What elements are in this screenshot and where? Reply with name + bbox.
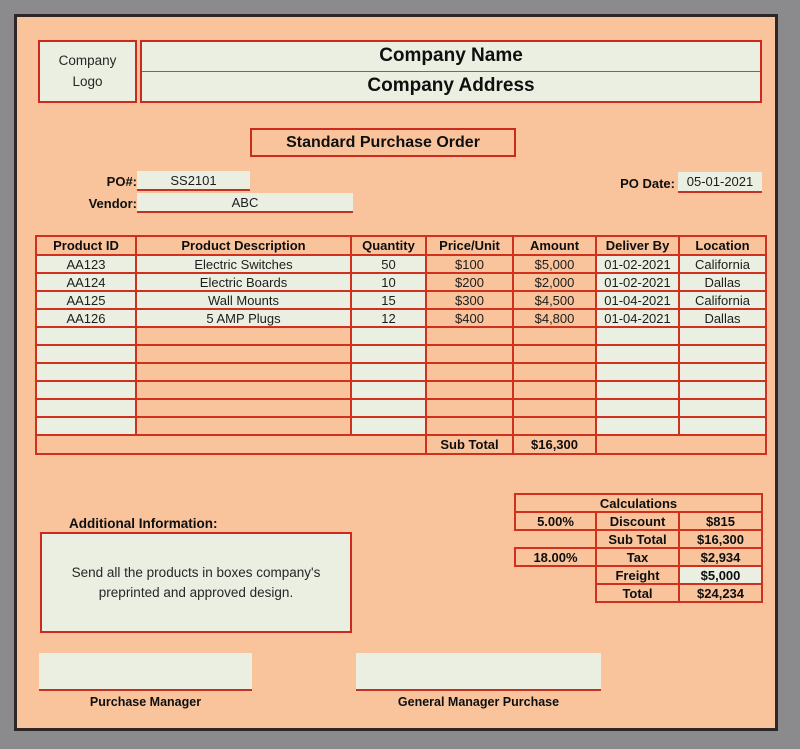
table-cell[interactable]: $300 <box>426 291 513 309</box>
calculations-table <box>514 493 763 603</box>
calc-row-discount <box>515 512 762 530</box>
table-cell[interactable]: Wall Mounts <box>136 291 351 309</box>
additional-info-line2: preprinted and approved design. <box>98 584 294 600</box>
vendor-field[interactable]: ABC <box>137 193 353 213</box>
general-manager-signature-box[interactable] <box>356 653 601 691</box>
table-cell[interactable] <box>513 417 596 435</box>
table-cell[interactable] <box>513 399 596 417</box>
calculations-header-row <box>515 494 762 512</box>
table-cell[interactable]: 01-02-2021 <box>596 273 679 291</box>
table-cell[interactable] <box>426 381 513 399</box>
table-cell[interactable]: $5,000 <box>513 255 596 273</box>
po-number-label: PO#: <box>106 174 137 189</box>
calc-row-freight <box>515 566 762 584</box>
calc-subtotal-label: Sub Total <box>596 530 679 548</box>
table-cell[interactable]: AA126 <box>36 309 136 327</box>
table-cell[interactable] <box>136 345 351 363</box>
table-cell[interactable]: 50 <box>351 255 426 273</box>
column-header-product-description: Product Description <box>136 236 351 255</box>
company-logo-line2: Logo <box>72 73 103 89</box>
table-cell[interactable] <box>679 417 766 435</box>
subtotal-spacer-left <box>36 435 426 454</box>
purchase-manager-label: Purchase Manager <box>89 695 202 709</box>
table-cell[interactable]: Dallas <box>679 273 766 291</box>
table-cell[interactable] <box>513 327 596 345</box>
table-cell[interactable] <box>136 327 351 345</box>
column-header-amount: Amount <box>513 236 596 255</box>
table-cell[interactable]: $100 <box>426 255 513 273</box>
company-name: Company Name <box>142 42 760 72</box>
table-cell[interactable]: AA123 <box>36 255 136 273</box>
table-cell[interactable] <box>596 381 679 399</box>
freight-value[interactable]: $5,000 <box>679 566 762 584</box>
table-cell[interactable]: Electric Switches <box>136 255 351 273</box>
table-cell[interactable] <box>596 363 679 381</box>
calc-row-tax <box>515 548 762 566</box>
table-cell[interactable]: $200 <box>426 273 513 291</box>
table-cell[interactable] <box>36 345 136 363</box>
table-cell[interactable]: $4,800 <box>513 309 596 327</box>
table-cell[interactable] <box>426 327 513 345</box>
table-cell[interactable]: AA125 <box>36 291 136 309</box>
table-cell[interactable] <box>426 417 513 435</box>
calc-subtotal-value: $16,300 <box>679 530 762 548</box>
table-cell[interactable] <box>513 381 596 399</box>
table-cell[interactable] <box>351 345 426 363</box>
table-cell[interactable]: AA124 <box>36 273 136 291</box>
table-cell[interactable] <box>426 363 513 381</box>
table-cell[interactable]: Electric Boards <box>136 273 351 291</box>
table-cell[interactable]: $4,500 <box>513 291 596 309</box>
table-row <box>36 291 766 309</box>
purchase-order-sheet <box>14 14 778 731</box>
table-cell[interactable] <box>36 363 136 381</box>
table-cell[interactable] <box>36 399 136 417</box>
po-date-field[interactable]: 05-01-2021 <box>678 172 762 193</box>
company-address: Company Address <box>367 75 535 97</box>
table-cell[interactable] <box>36 417 136 435</box>
table-cell[interactable] <box>596 345 679 363</box>
table-cell[interactable] <box>351 399 426 417</box>
po-date-label: PO Date: <box>620 176 675 191</box>
total-value: $24,234 <box>679 584 762 602</box>
company-logo-box <box>38 40 137 103</box>
calc-row-subtotal <box>515 530 762 548</box>
table-cell[interactable] <box>36 327 136 345</box>
column-header-location: Location <box>679 236 766 255</box>
table-cell[interactable] <box>513 363 596 381</box>
table-cell[interactable]: 10 <box>351 273 426 291</box>
table-cell[interactable] <box>136 399 351 417</box>
table-cell[interactable] <box>36 381 136 399</box>
freight-percent-empty <box>515 566 596 584</box>
table-cell[interactable]: 12 <box>351 309 426 327</box>
table-cell[interactable] <box>351 417 426 435</box>
table-cell[interactable] <box>513 345 596 363</box>
subtotal-spacer-right <box>596 435 766 454</box>
additional-info-label: Additional Information: <box>69 516 218 531</box>
calculations-title: Calculations <box>515 494 762 512</box>
freight-label: Freight <box>596 566 679 584</box>
table-cell[interactable] <box>596 417 679 435</box>
subtotal-value: $16,300 <box>513 435 596 454</box>
table-row <box>36 345 766 363</box>
tax-value: $2,934 <box>679 548 762 566</box>
products-table <box>35 235 767 455</box>
table-cell[interactable] <box>679 345 766 363</box>
table-row <box>36 327 766 345</box>
table-cell[interactable]: 5 AMP Plugs <box>136 309 351 327</box>
table-cell[interactable] <box>679 399 766 417</box>
subtotal-row <box>36 435 766 454</box>
additional-info-box[interactable] <box>40 532 352 633</box>
table-cell[interactable]: $2,000 <box>513 273 596 291</box>
additional-info-line1: Send all the products in boxes company's <box>71 564 321 580</box>
table-cell[interactable] <box>426 345 513 363</box>
subtotal-percent-empty <box>515 530 596 548</box>
column-header-deliver-by: Deliver By <box>596 236 679 255</box>
table-cell[interactable] <box>596 327 679 345</box>
discount-label: Discount <box>596 512 679 530</box>
purchase-manager-signature-box[interactable] <box>39 653 252 691</box>
table-cell[interactable] <box>136 381 351 399</box>
table-row <box>36 255 766 273</box>
table-cell[interactable] <box>426 399 513 417</box>
company-logo-line1: Company <box>58 52 117 68</box>
vendor-label: Vendor: <box>88 196 137 211</box>
table-cell[interactable]: 01-04-2021 <box>596 291 679 309</box>
table-cell[interactable]: 01-04-2021 <box>596 309 679 327</box>
column-header-price-unit: Price/Unit <box>426 236 513 255</box>
table-cell[interactable] <box>679 381 766 399</box>
table-row <box>36 273 766 291</box>
calc-row-total <box>515 584 762 602</box>
table-cell[interactable] <box>351 381 426 399</box>
po-number-field[interactable]: SS2101 <box>137 171 250 191</box>
table-row <box>36 363 766 381</box>
general-manager-label: General Manager Purchase <box>397 695 560 709</box>
table-cell[interactable]: $400 <box>426 309 513 327</box>
tax-percent[interactable]: 18.00% <box>515 548 596 566</box>
table-cell[interactable]: 01-02-2021 <box>596 255 679 273</box>
total-label: Total <box>596 584 679 602</box>
tax-label: Tax <box>596 548 679 566</box>
table-cell[interactable] <box>351 363 426 381</box>
table-row <box>36 417 766 435</box>
table-cell[interactable]: 15 <box>351 291 426 309</box>
table-header-row <box>36 236 766 255</box>
table-cell[interactable] <box>136 363 351 381</box>
table-row <box>36 399 766 417</box>
column-header-product-id: Product ID <box>36 236 136 255</box>
table-cell[interactable] <box>351 327 426 345</box>
column-header-quantity: Quantity <box>351 236 426 255</box>
total-percent-empty <box>515 584 596 602</box>
form-title: Standard Purchase Order <box>250 128 516 157</box>
subtotal-label: Sub Total <box>426 435 513 454</box>
table-cell[interactable] <box>679 327 766 345</box>
table-row <box>36 309 766 327</box>
table-row <box>36 381 766 399</box>
table-cell[interactable] <box>679 363 766 381</box>
table-cell[interactable] <box>136 417 351 435</box>
table-cell[interactable]: California <box>679 291 766 309</box>
table-cell[interactable]: Dallas <box>679 309 766 327</box>
discount-value: $815 <box>679 512 762 530</box>
table-cell[interactable]: California <box>679 255 766 273</box>
company-header-box <box>140 40 762 103</box>
discount-percent[interactable]: 5.00% <box>515 512 596 530</box>
table-cell[interactable] <box>596 399 679 417</box>
